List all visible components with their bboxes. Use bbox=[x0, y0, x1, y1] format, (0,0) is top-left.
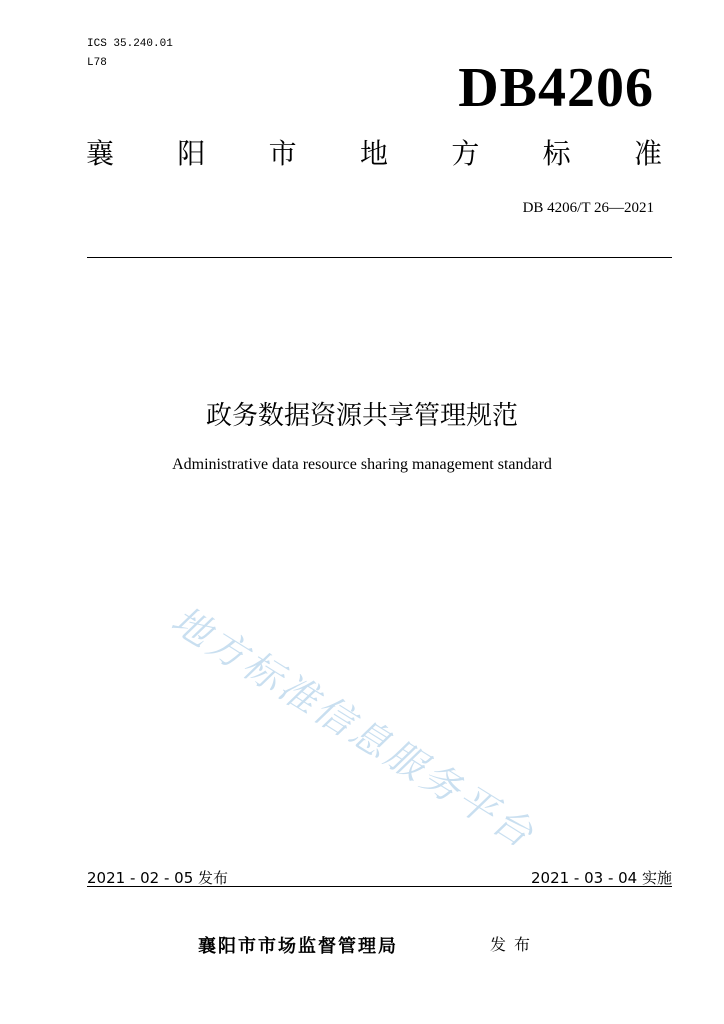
top-divider bbox=[87, 257, 672, 258]
standard-number: DB 4206/T 26—2021 bbox=[522, 200, 654, 216]
standard-logo: DB4206 bbox=[458, 57, 654, 119]
category-code: L78 bbox=[87, 57, 107, 69]
document-title: 政务数据资源共享管理规范 bbox=[205, 401, 518, 431]
issuer-title-char: 市 bbox=[268, 137, 297, 170]
issuer-title-char: 准 bbox=[633, 137, 662, 170]
issuer-title bbox=[86, 137, 662, 170]
document-title-en: Administrative data resource sharing management standard bbox=[172, 456, 552, 473]
issue-label: 发布 bbox=[490, 935, 539, 954]
issuer-title-char: 阳 bbox=[177, 137, 206, 170]
issue-date: 2021 - 02 - 05 发布 bbox=[87, 869, 229, 887]
issuer-title-char: 地 bbox=[359, 137, 388, 170]
implementation-date: 2021 - 03 - 04 实施 bbox=[530, 869, 672, 887]
issuer-title-char: 襄 bbox=[86, 137, 115, 170]
issuer-title-char: 标 bbox=[542, 137, 571, 170]
ics-code: ICS 35.240.01 bbox=[87, 38, 173, 50]
issuer-organization: 襄阳市市场监督管理局 bbox=[198, 936, 398, 957]
bottom-divider bbox=[87, 886, 672, 887]
watermark: 地方标准信息服务平台 bbox=[163, 597, 544, 858]
issuer-title-char: 方 bbox=[451, 137, 480, 170]
